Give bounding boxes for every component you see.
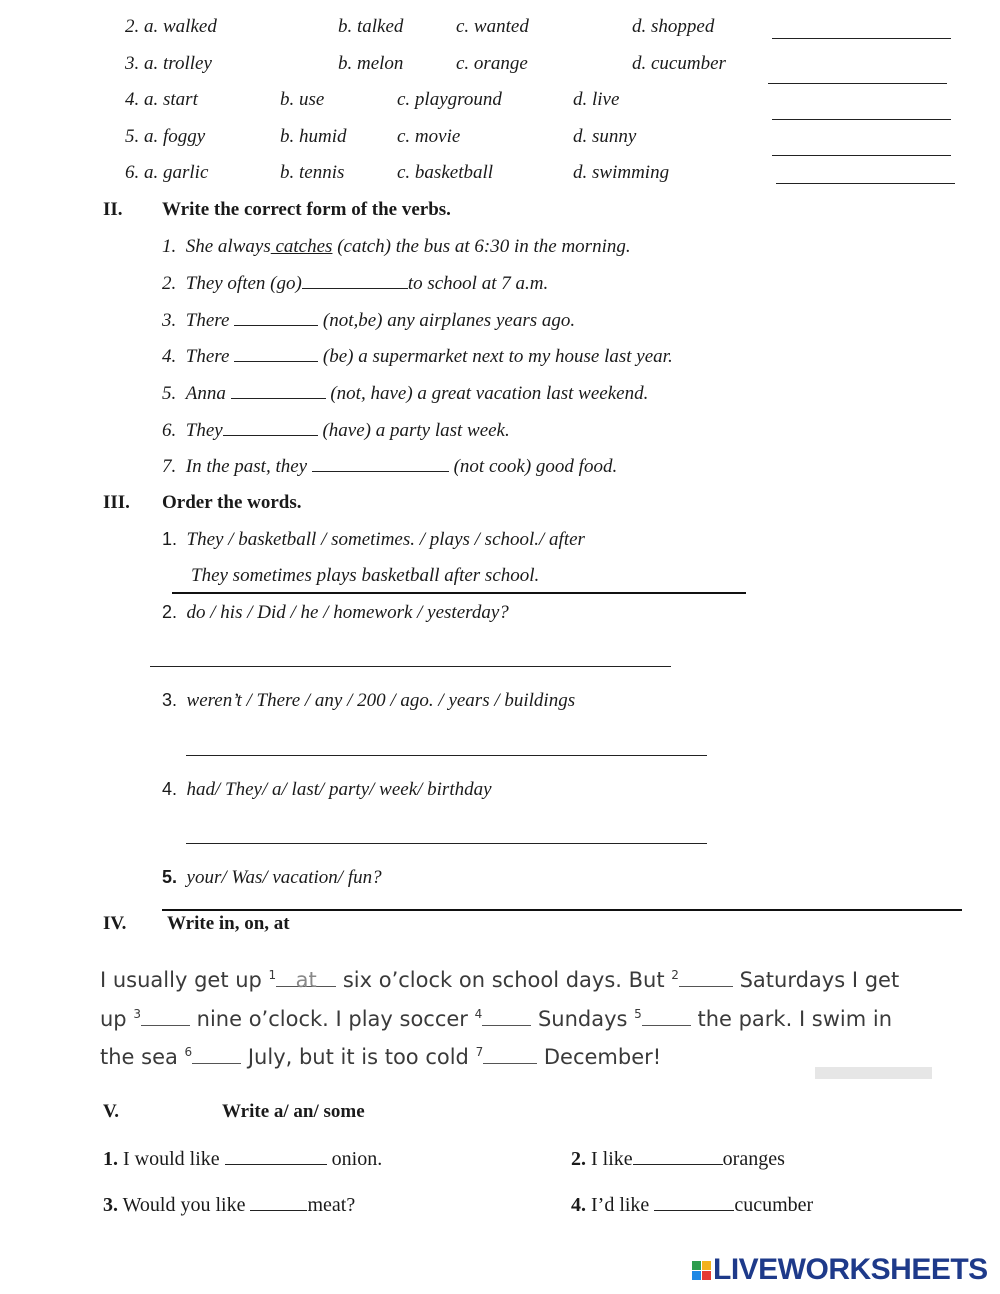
option-c: c. orange	[456, 53, 528, 74]
answer-line[interactable]	[172, 592, 746, 594]
exercise-item: 6. They (have) a party last week.	[162, 420, 510, 441]
decorative-gray-box	[815, 1067, 932, 1079]
section-title: Write the correct form of the verbs.	[162, 199, 451, 220]
order-item: 2. do / his / Did / he / homework / yesterday?	[162, 602, 509, 623]
option-a: 2. a. walked	[125, 16, 217, 37]
answer-line[interactable]	[768, 83, 947, 84]
exercise-item: 5. Anna (not, have) a great vacation last weekend.	[162, 383, 649, 404]
brand-name: LIVEWORKSHEETS	[713, 1253, 988, 1286]
answer-blank-5[interactable]	[642, 1007, 691, 1026]
option-a: 3. a. trolley	[125, 53, 212, 74]
order-item: 1. They / basketball / sometimes. / plays / school./ after	[162, 529, 585, 550]
article-item: 3. Would you like meat?	[103, 1194, 356, 1216]
answer-blank[interactable]	[312, 455, 449, 472]
section-number: III.	[103, 492, 130, 513]
order-item: 5. your/ Was/ vacation/ fun?	[162, 867, 382, 888]
answer-blank-7[interactable]	[483, 1045, 537, 1064]
exercise-item: 4. There (be) a supermarket next to my house last year.	[162, 346, 673, 367]
answer-blank-1[interactable]: at	[276, 968, 336, 987]
option-c: c. movie	[397, 126, 461, 147]
answer-line[interactable]	[162, 909, 962, 911]
passage-line-1: I usually get up $^1$ at six o’clock on school days. But $^2$ Saturdays I get	[100, 968, 900, 992]
section-title: Order the words.	[162, 492, 302, 513]
answer-blank[interactable]	[231, 382, 326, 399]
answer-blank[interactable]	[302, 272, 408, 289]
option-a: 5. a. foggy	[125, 126, 206, 147]
article-item: 1. I would like onion.	[103, 1148, 383, 1170]
option-a: 6. a. garlic	[125, 162, 209, 183]
section-number: V.	[103, 1101, 120, 1122]
section-title: Write in, on, at	[167, 913, 290, 934]
option-a: 4. a. start	[125, 89, 198, 110]
passage-line-2: up $^3$ nine o’clock. I play soccer $^4$ Sundays $^5$ the park. I swim in	[100, 1007, 893, 1031]
answer-line[interactable]	[772, 119, 951, 120]
option-c: c. basketball	[397, 162, 494, 183]
option-d: d. shopped	[632, 16, 715, 37]
answer-line[interactable]	[186, 843, 707, 844]
exercise-item: 3. There (not,be) any airplanes years ago.	[162, 310, 576, 331]
answer-blank[interactable]	[234, 345, 318, 362]
answer-blank-4[interactable]	[482, 1007, 531, 1026]
exercise-item: 1. She always catches (catch) the bus at 6:30 in the morning.	[162, 236, 631, 257]
answer-line[interactable]	[150, 666, 671, 667]
answer-line[interactable]	[772, 38, 951, 39]
option-c: c. playground	[397, 89, 502, 110]
option-b: b. melon	[338, 53, 404, 74]
article-item: 4. I’d like cucumber	[571, 1194, 814, 1216]
article-item: 2. I like oranges	[571, 1148, 785, 1170]
answer-blank[interactable]	[654, 1194, 734, 1211]
answer-blank[interactable]	[225, 1148, 327, 1165]
liveworksheets-logo-icon	[692, 1261, 711, 1280]
example-answer: They sometimes plays basketball after school.	[191, 565, 540, 586]
answer-line[interactable]	[772, 155, 951, 156]
option-b: b. talked	[338, 16, 404, 37]
answer-catches: catches	[270, 236, 333, 257]
option-c: c. wanted	[456, 16, 529, 37]
option-d: d. cucumber	[632, 53, 726, 74]
answer-blank-3[interactable]	[141, 1007, 190, 1026]
order-item: 3. weren’t / There / any / 200 / ago. / years / buildings	[162, 690, 576, 711]
section-number: II.	[103, 199, 123, 220]
liveworksheets-logo[interactable]	[692, 1253, 988, 1287]
answer-blank[interactable]	[223, 419, 318, 436]
section-number: IV.	[103, 913, 127, 934]
option-b: b. tennis	[280, 162, 345, 183]
answer-line[interactable]	[186, 755, 707, 756]
order-item: 4. had/ They/ a/ last/ party/ week/ birthday	[162, 779, 492, 800]
passage-line-3: the sea $^6$ July, but it is too cold $^7$ December!	[100, 1045, 662, 1069]
answer-blank[interactable]	[633, 1148, 723, 1165]
answer-blank[interactable]	[234, 309, 318, 326]
answer-blank-6[interactable]	[192, 1045, 241, 1064]
section-title: Write a/ an/ some	[222, 1101, 365, 1122]
option-b: b. use	[280, 89, 325, 110]
answer-blank[interactable]	[250, 1194, 307, 1211]
answer-blank-2[interactable]	[679, 968, 733, 987]
exercise-item: 7. In the past, they (not cook) good food.	[162, 456, 618, 477]
option-d: d. live	[573, 89, 620, 110]
exercise-item: 2. They often (go) to school at 7 a.m.	[162, 273, 549, 294]
answer-line[interactable]	[776, 183, 955, 184]
option-d: d. swimming	[573, 162, 670, 183]
option-b: b. humid	[280, 126, 347, 147]
option-d: d. sunny	[573, 126, 637, 147]
